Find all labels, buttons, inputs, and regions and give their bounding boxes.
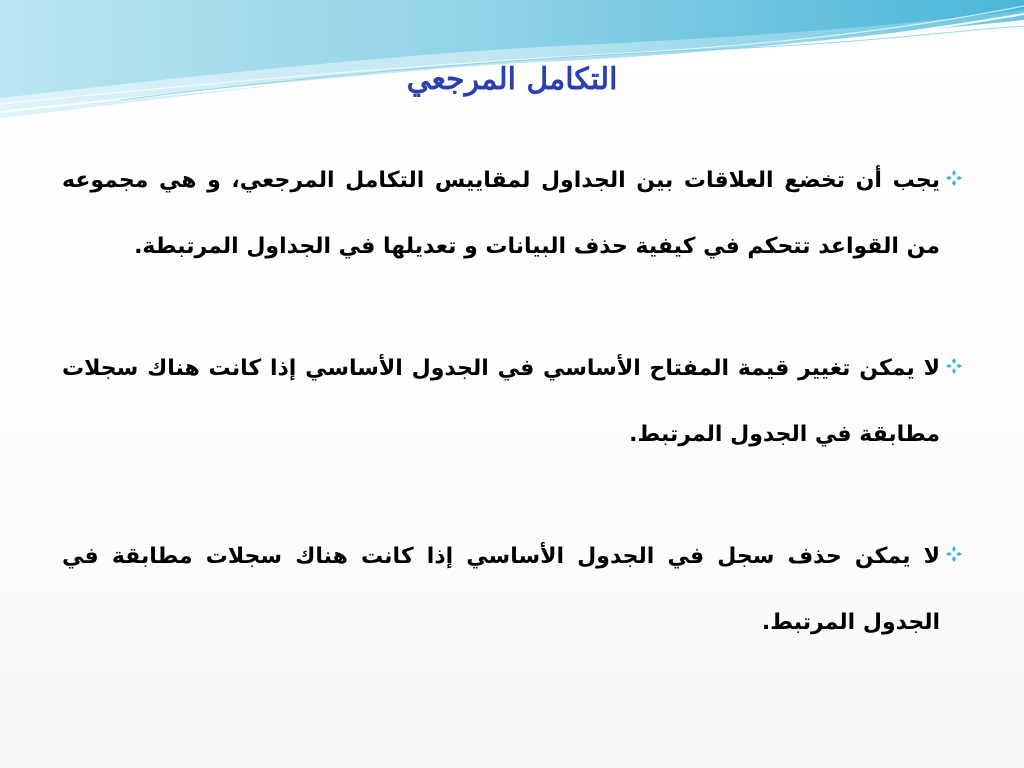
slide-title-text: التكامل المرجعي xyxy=(406,62,618,97)
bullet-text: لا يمكن تغيير قيمة المفتاح الأساسي في الجدول الأساسي إذا كانت هناك سجلات مطابقة في الجدول المرتبط. xyxy=(62,356,940,447)
four-diamond-bullet-icon xyxy=(946,170,962,186)
bullet-text: يجب أن تخضع العلاقات بين الجداول لمقاييس التكامل المرجعي، و هي مجموعه من القواعد تتحكم في كيفية حذف البيانات و تعديلها في الجداول المرتبطة. xyxy=(62,168,940,259)
bullet-list xyxy=(62,148,962,656)
bullet-item xyxy=(62,336,962,468)
bullet-text: لا يمكن حذف سجل في الجدول الأساسي إذا كانت هناك سجلات مطابقة في الجدول المرتبط. xyxy=(62,544,940,635)
bullet-item xyxy=(62,148,962,280)
four-diamond-bullet-icon xyxy=(946,546,962,562)
bullet-item xyxy=(62,524,962,656)
four-diamond-bullet-icon xyxy=(946,358,962,374)
slide-title xyxy=(0,62,1024,97)
